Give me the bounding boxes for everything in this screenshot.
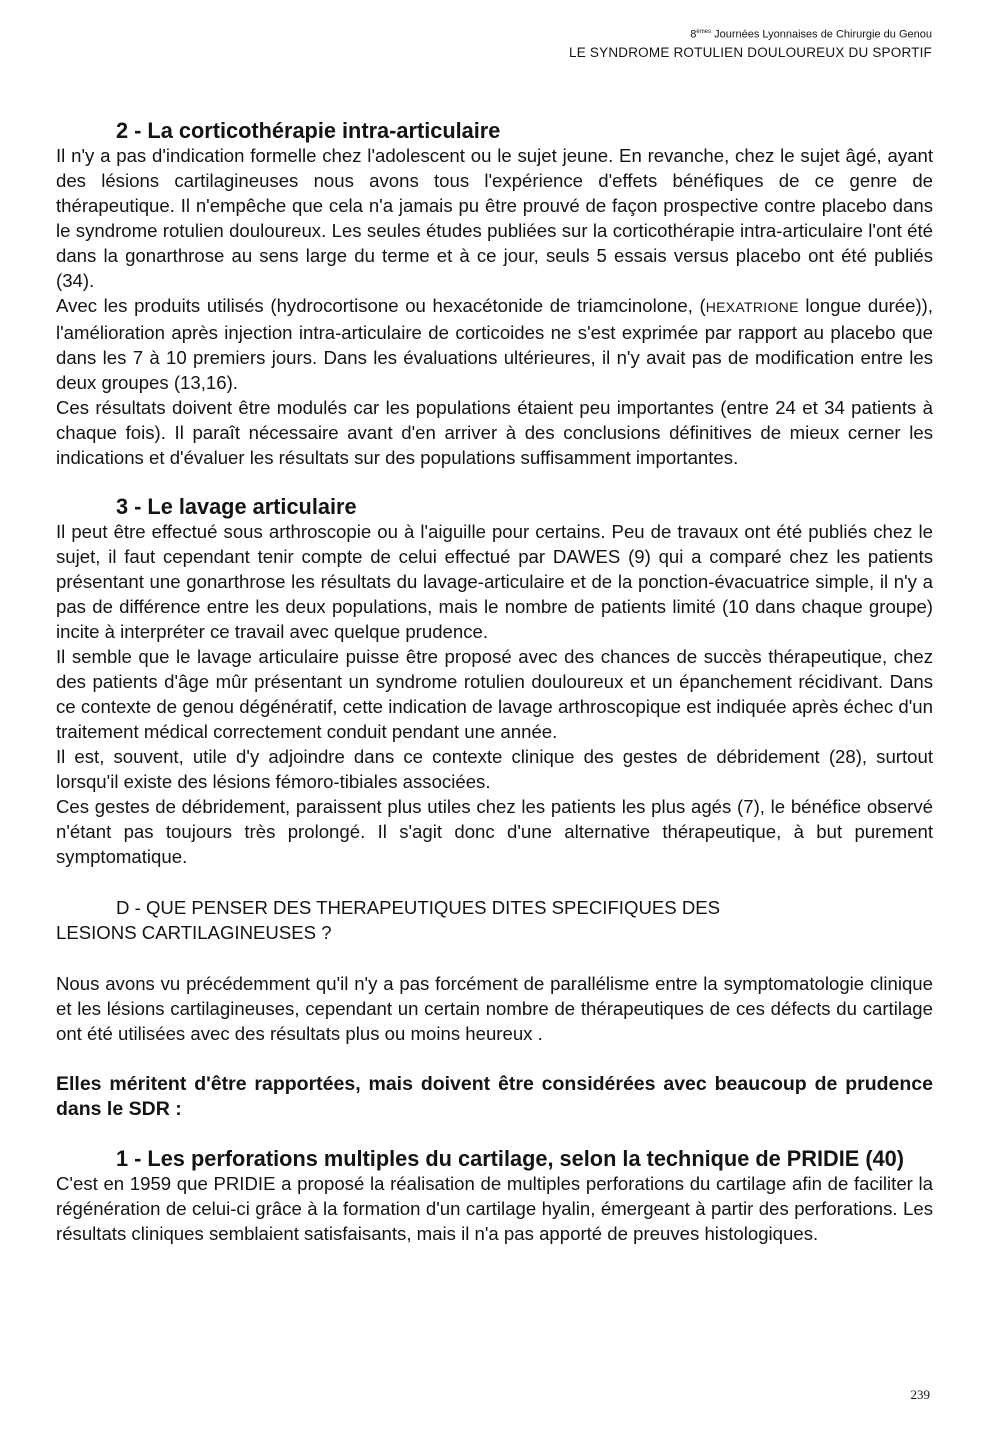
header-conference — [569, 24, 932, 44]
section-3-paragraph-3: Il est, souvent, utile d'y adjoindre dans ce contexte clinique des gestes de débridement (28), surtout lorsqu'il existe des lésions fémoro-tibiales associées. — [56, 746, 933, 792]
section-3-paragraph-1: Il peut être effectué sous arthroscopie ou à l'aiguille pour certains. Peu de travaux ont été publiés chez le sujet, il faut cependant tenir compte de celui effectué par DAWES (9) qui a comparé chez les patients présentant une gonarthrose les résultats du lavage-articulaire et de la ponction-évacuatrice simple, il n'y a pas de différence entre les deux populations, mais le nombre de patients limité (10 dans chaque groupe) incite à interpréter ce travail avec quelque prudence. — [56, 521, 933, 642]
section-2-paragraph-2 — [56, 293, 933, 395]
section-1-paragraph-1: C'est en 1959 que PRIDIE a proposé la réalisation de multiples perforations du cartilage afin de faciliter la régénération de celui-ci grâce à la formation d'un cartilage hyalin, émergeant à partir des perforations. Les résultats cliniques semblaient satisfaisants, mais il n'a pas apporté de preuves histologiques. — [56, 1173, 933, 1244]
bold-statement: Elles méritent d'être rapportées, mais doivent être considérées avec beaucoup de prudence dans le SDR : — [56, 1073, 933, 1120]
section-1-title: 1 - Les perforations multiples du cartilage, selon la technique de PRIDIE (40) — [116, 1146, 905, 1171]
section-2-p2-start: Avec les produits utilisés (hydrocortisone ou hexacétonide de triamcinolone, ( — [56, 295, 706, 316]
header-ordinal-suffix: èmes — [696, 29, 712, 35]
header-ordinal: 8 — [690, 28, 697, 41]
section-d-paragraph-1: Nous avons vu précédemment qu'il n'y a pas forcément de parallélisme entre la symptomatologie clinique et les lésions cartilagineuses, cependant un certain nombre de thérapeutiques de ces défects du cartilage ont été utilisées avec des résultats plus ou moins heureux . — [56, 973, 933, 1044]
page-number: 239 — [910, 1387, 930, 1402]
section-d-title-line-2: LESIONS CARTILAGINEUSES ? — [56, 922, 332, 943]
section-2-title: 2 - La corticothérapie intra-articulaire — [116, 118, 501, 143]
running-header — [569, 24, 932, 61]
section-2-p2-end: longue durée)), l'amélioration après injection intra-articulaire de corticoides ne s'est exprimée par rapport au placebo que dans les 7 à 10 premiers jours. Dans les évaluations ultérieures, il n'y avait pas de modification entre les deux groupes (13,16). — [56, 295, 933, 393]
section-3-title: 3 - Le lavage articulaire — [116, 494, 357, 519]
section-2-product-name: HEXATRIONE — [705, 299, 799, 315]
section-3-paragraph-2: Il semble que le lavage articulaire puisse être proposé avec des chances de succès thérapeutique, chez des patients d'âge mûr présentant un syndrome rotulien douloureux et un épanchement récidivant. Dans ce contexte de genou dégénératif, cette indication de lavage arthroscopique est indiquée après échec d'un traitement médical correctement conduit pendant une année. — [56, 646, 933, 742]
header-conference-name: Journées Lyonnaises de Chirurgie du Genou — [711, 28, 932, 41]
section-d-title-line-1: D - QUE PENSER DES THERAPEUTIQUES DITES SPECIFIQUES DES — [116, 897, 721, 918]
page-content — [56, 118, 933, 1246]
section-3-paragraph-4: Ces gestes de débridement, paraissent plus utiles chez les patients les plus agés (7), le bénéfice observé n'étant pas toujours très prolongé. Il s'agit donc d'une alternative thérapeutique, à but purement symptomatique. — [56, 796, 933, 867]
header-book-title: LE SYNDROME ROTULIEN DOULOUREUX DU SPORTIF — [569, 44, 932, 60]
section-2-paragraph-3: Ces résultats doivent être modulés car les populations étaient peu importantes (entre 24 et 34 patients à chaque fois). Il paraît nécessaire avant d'en arriver à des conclusions définitives de mieux cerner les indications et d'évaluer les résultats sur des populations suffisamment importantes. — [56, 397, 933, 468]
section-2-paragraph-1: Il n'y a pas d'indication formelle chez l'adolescent ou le sujet jeune. En revanche, chez le sujet âgé, ayant des lésions cartilagineuses nous avons tous l'expérience d'effets bénéfiques de ce genre de thérapeutique. Il n'empêche que cela n'a jamais pu être prouvé de façon prospective contre placebo dans le syndrome rotulien douloureux. Les seules études publiées sur la corticothérapie intra-articulaire l'ont été dans la gonarthrose au sens large du terme et à ce jour, seuls 5 essais versus placebo ont été publiés (34). — [56, 145, 933, 291]
